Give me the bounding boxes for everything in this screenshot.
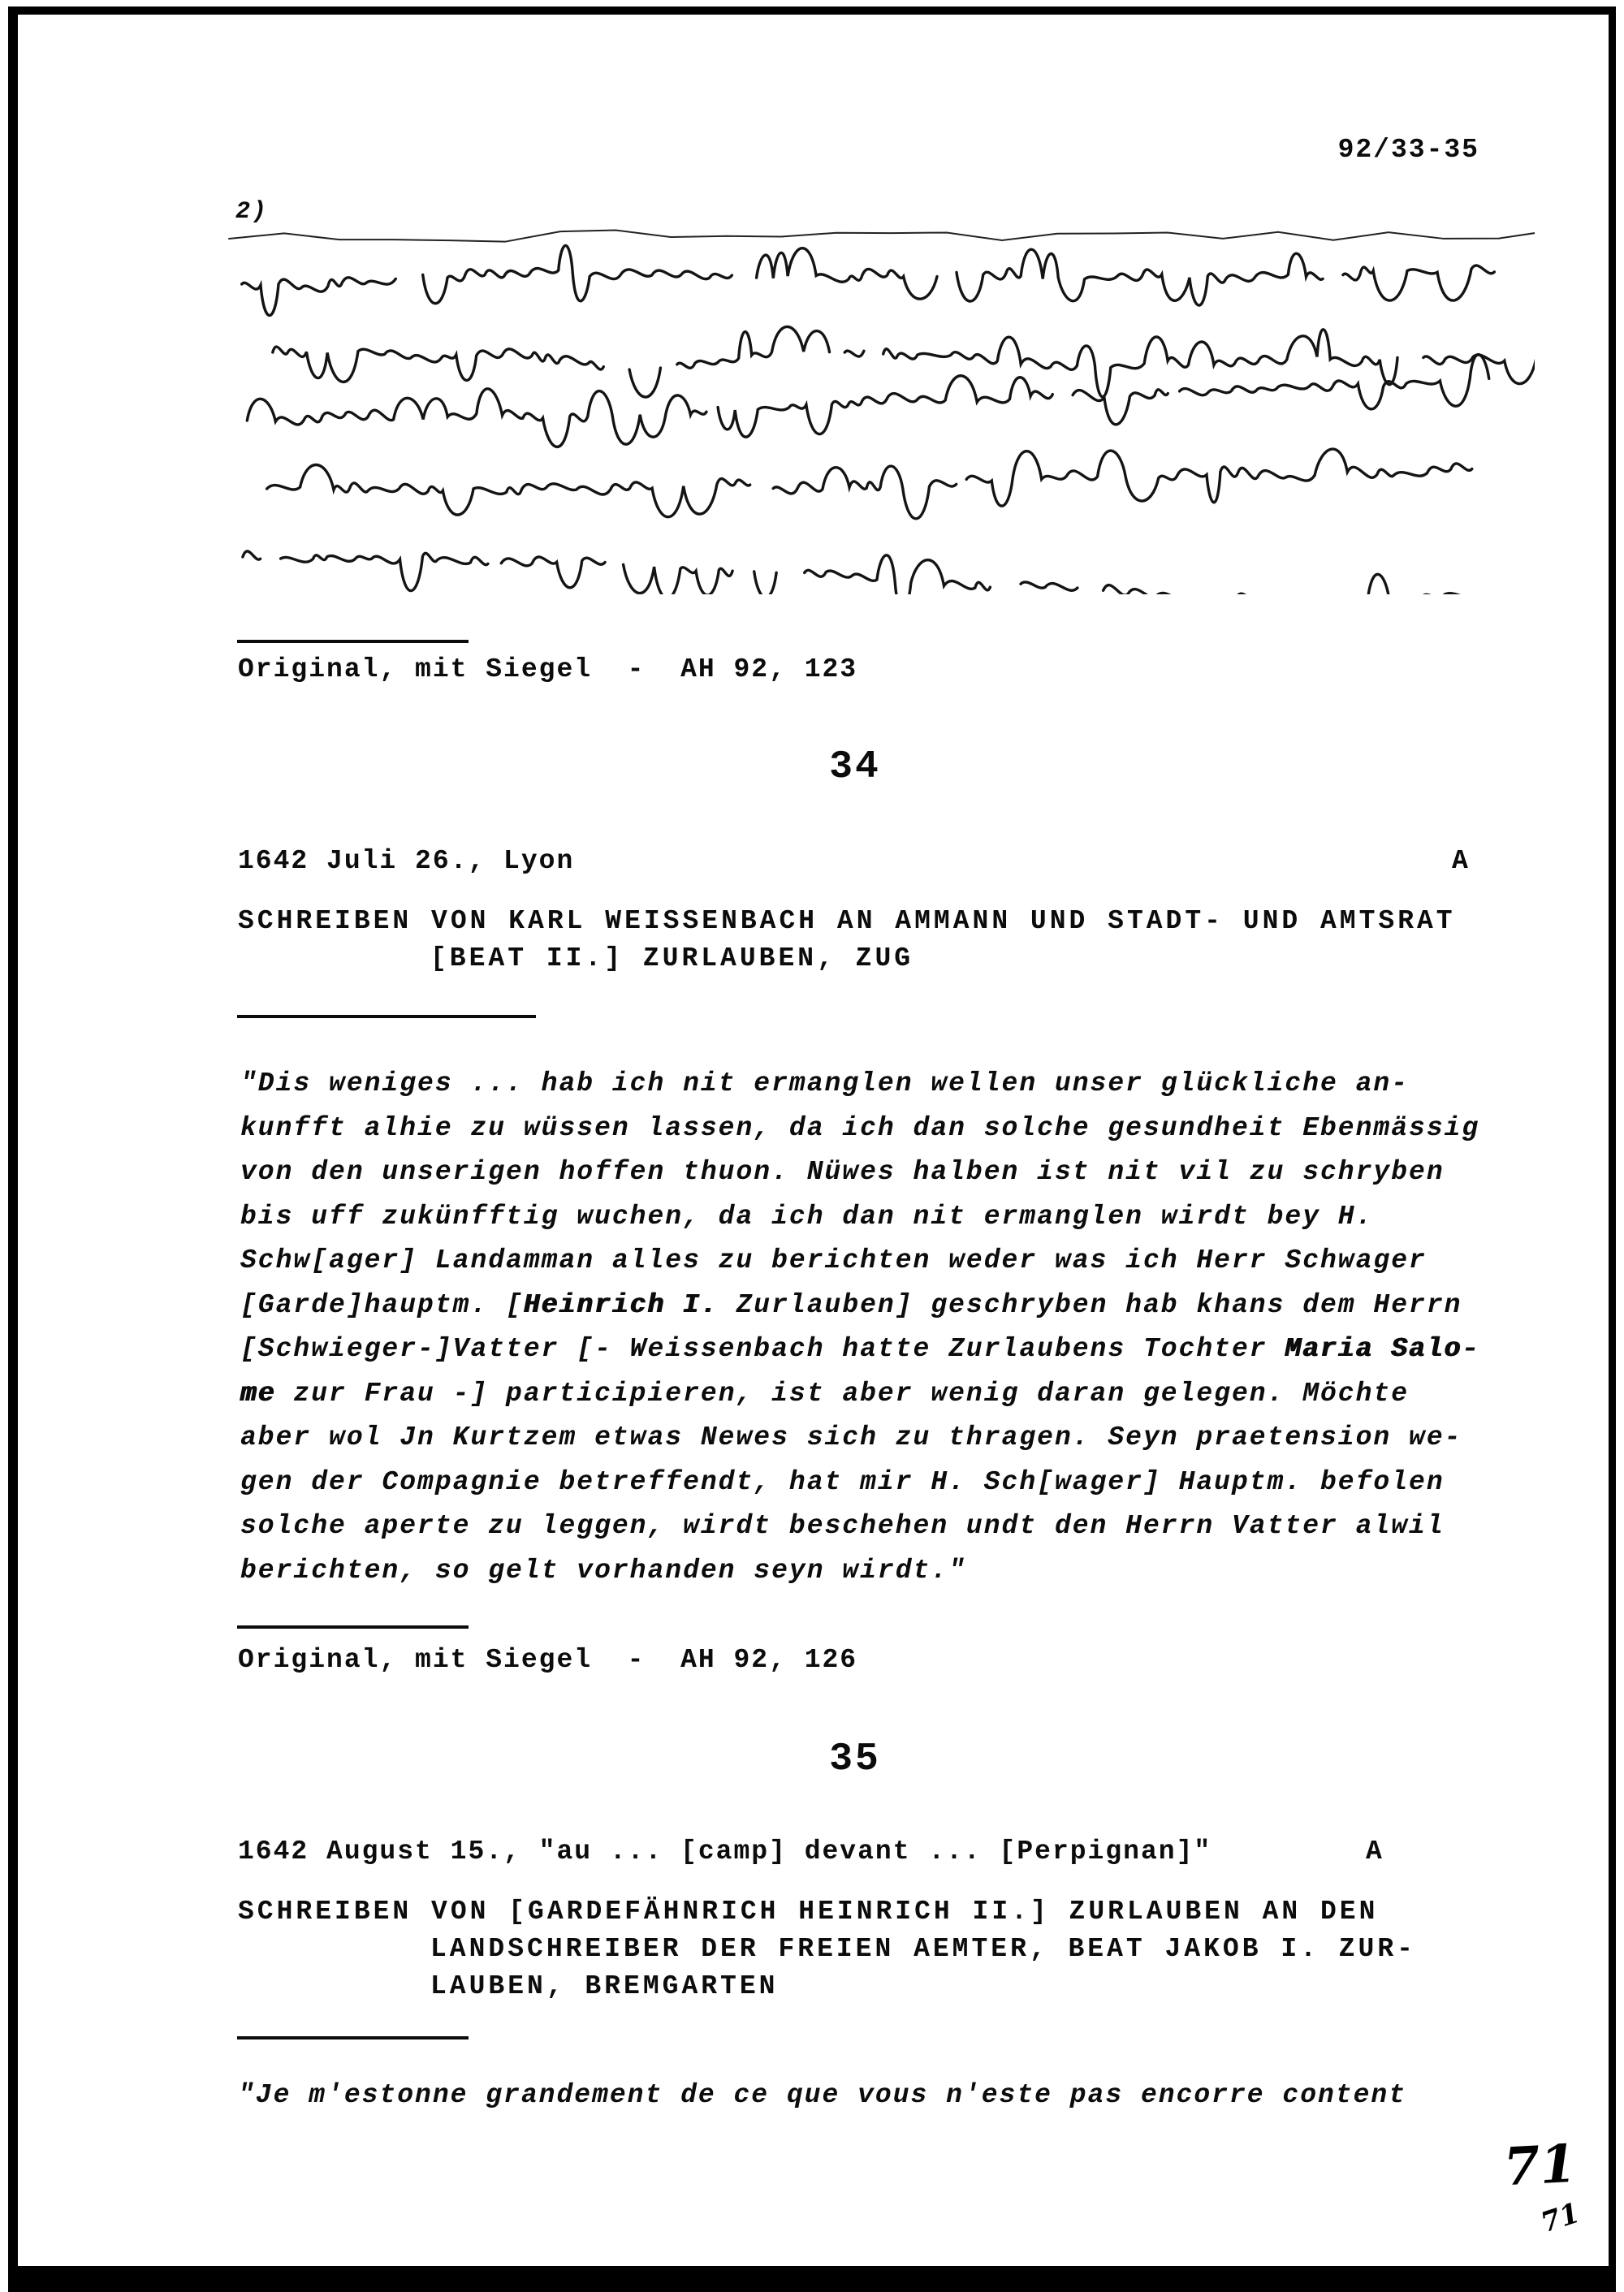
- handwritten-folio-number-small: 71: [1536, 2196, 1584, 2240]
- date-place-35: 1642 August 15., "au ... [camp] devant ... [Perpignan]": [238, 1837, 1212, 1867]
- source-line-34: Original, mit Siegel - AH 92, 126: [238, 1645, 858, 1675]
- date-place-34: 1642 Juli 26., Lyon: [238, 846, 575, 876]
- siglum-a-34: A: [1452, 846, 1470, 876]
- quote-line: aber wol Jn Kurtzem etwas Newes sich zu thragen. Seyn praetension we-: [240, 1422, 1462, 1452]
- title-35-line3: LAUBEN, BREMGARTEN: [430, 1971, 779, 2001]
- siglum-a-35: A: [1366, 1837, 1384, 1867]
- quote-line: Schw[ager] Landamman alles zu berichten weder was ich Herr Schwager: [240, 1245, 1427, 1275]
- source-line-33: Original, mit Siegel - AH 92, 123: [238, 654, 858, 684]
- manuscript-image: [219, 213, 1535, 594]
- quote-line: me zur Frau -] participieren, ist aber wenig daran gelegen. Möchte: [240, 1378, 1410, 1409]
- separator-rule-2: [237, 1015, 536, 1018]
- title-35-line1: SCHREIBEN VON [GARDEFÄHNRICH HEINRICH II.] ZURLAUBEN AN DEN: [238, 1897, 1379, 1927]
- title-34-line1: SCHREIBEN VON KARL WEISSENBACH AN AMMANN UND STADT- UND AMTSRAT: [238, 906, 1456, 936]
- quote-line: gen der Compagnie betreffendt, hat mir H. Sch[wager] Hauptm. befolen: [240, 1466, 1445, 1497]
- quote-34: [240, 1062, 1479, 1593]
- quote-line: bis uff zukünfftig wuchen, da ich dan nit ermanglen wirdt bey H.: [240, 1201, 1374, 1232]
- quote-line: [Garde]hauptm. [Heinrich I. Zurlauben] geschryben hab khans dem Herrn: [240, 1289, 1462, 1320]
- separator-rule-1: [237, 640, 469, 643]
- title-34-line2: [BEAT II.] ZURLAUBEN, ZUG: [430, 943, 914, 973]
- quote-line: kunfft alhie zu wüssen lassen, da ich dan solche gesundheit Ebenmässig: [240, 1112, 1480, 1143]
- entry-number-34: 34: [829, 745, 881, 789]
- separator-rule-3: [237, 1625, 469, 1629]
- quote-line: von den unserigen hoffen thuon. Nüwes halben ist nit vil zu schryben: [240, 1157, 1445, 1187]
- handwritten-folio-number: 71: [1502, 2133, 1578, 2199]
- quote-line: solche aperte zu leggen, wirdt beschehen undt den Herrn Vatter alwil: [240, 1511, 1445, 1541]
- quote-line: berichten, so gelt vorhanden seyn wirdt.": [240, 1555, 966, 1586]
- quote-line: "Dis weniges ... hab ich nit ermanglen wellen unser glückliche an-: [240, 1068, 1410, 1099]
- figure-label: 2): [235, 198, 269, 226]
- manuscript-svg: [219, 213, 1535, 594]
- quote-line: [Schwieger-]Vatter [- Weissenbach hatte Zurlaubens Tochter Maria Salo-: [240, 1334, 1480, 1364]
- separator-rule-4: [237, 2036, 469, 2039]
- title-35-line2: LANDSCHREIBER DER FREIEN AEMTER, BEAT JAKOB I. ZUR-: [430, 1934, 1416, 1964]
- quote-35-line1: "Je m'estonne grandement de ce que vous n'este pas encorre content: [238, 2080, 1407, 2110]
- entry-number-35: 35: [829, 1737, 881, 1781]
- archive-ref: 92/33-35: [1337, 135, 1479, 165]
